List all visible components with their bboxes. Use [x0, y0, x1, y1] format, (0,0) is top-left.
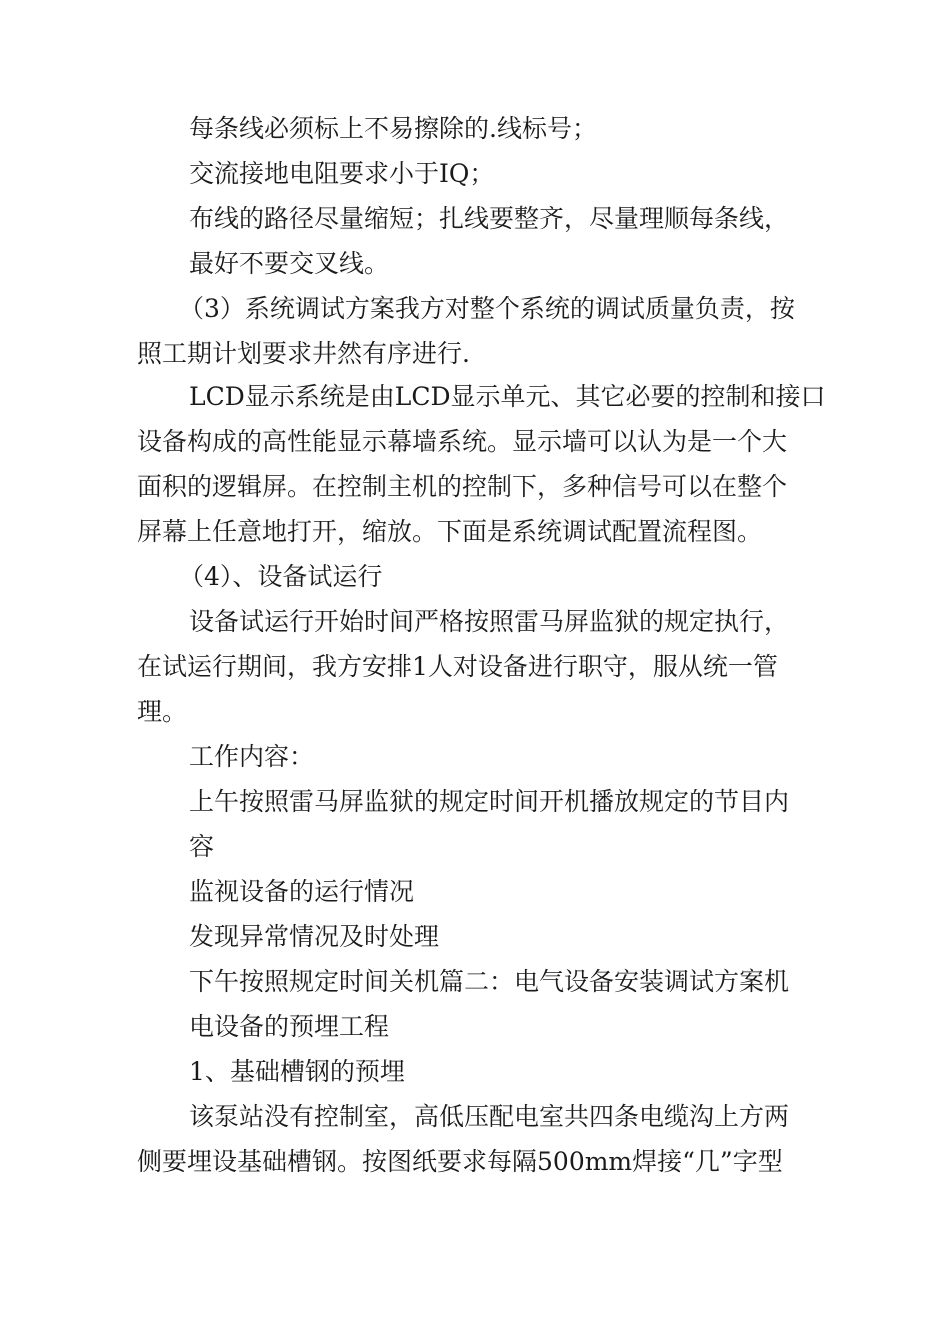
text-line: 设备构成的高性能显示幕墙系统。显示墙可以认为是一个大 [137, 427, 788, 456]
text-line: LCD显示系统是由LCD显示单元、其它必要的控制和接口 [189, 382, 826, 411]
text-line: （3）系统调试方案我方对整个系统的调试质量负责，按 [179, 294, 795, 323]
text-line: 交流接地电阻要求小于IQ； [189, 159, 495, 188]
text-line: 发现异常情况及时处理 [189, 922, 440, 951]
text-line: 下午按照规定时间关机篇二：电气设备安装调试方案机 [189, 967, 790, 996]
text-line: （4）、设备试运行 [179, 562, 383, 591]
text-line: 监视设备的运行情况 [189, 877, 415, 906]
text-line: 布线的路径尽量缩短；扎线要整齐，尽量理顺每条线， [189, 204, 790, 233]
text-line: 屏幕上任意地打开，缩放。下面是系统调试配置流程图。 [137, 517, 763, 546]
text-line: 在试运行期间，我方安排1人对设备进行职守，服从统一管 [137, 652, 778, 681]
text-line: 照工期计划要求井然有序进行. [137, 339, 470, 368]
text-line: 1、基础槽钢的预埋 [189, 1057, 405, 1086]
text-line: 侧要埋设基础槽钢。按图纸要求每隔500mm焊接“几”字型 [137, 1147, 783, 1176]
text-line: 电设备的预埋工程 [189, 1012, 390, 1041]
text-line: 面积的逻辑屏。在控制主机的控制下，多种信号可以在整个 [137, 472, 788, 501]
text-line: 最好不要交叉线。 [189, 249, 390, 278]
text-line: 该泵站没有控制室，高低压配电室共四条电缆沟上方两 [189, 1102, 790, 1131]
text-line: 每条线必须标上不易擦除的.线标号； [189, 114, 597, 143]
text-line: 设备试运行开始时间严格按照雷马屏监狱的规定执行， [189, 607, 790, 636]
text-line: 理。 [137, 697, 188, 726]
text-line: 容 [189, 832, 215, 861]
text-line: 工作内容： [189, 742, 315, 771]
text-line: 上午按照雷马屏监狱的规定时间开机播放规定的节目内 [189, 787, 790, 816]
